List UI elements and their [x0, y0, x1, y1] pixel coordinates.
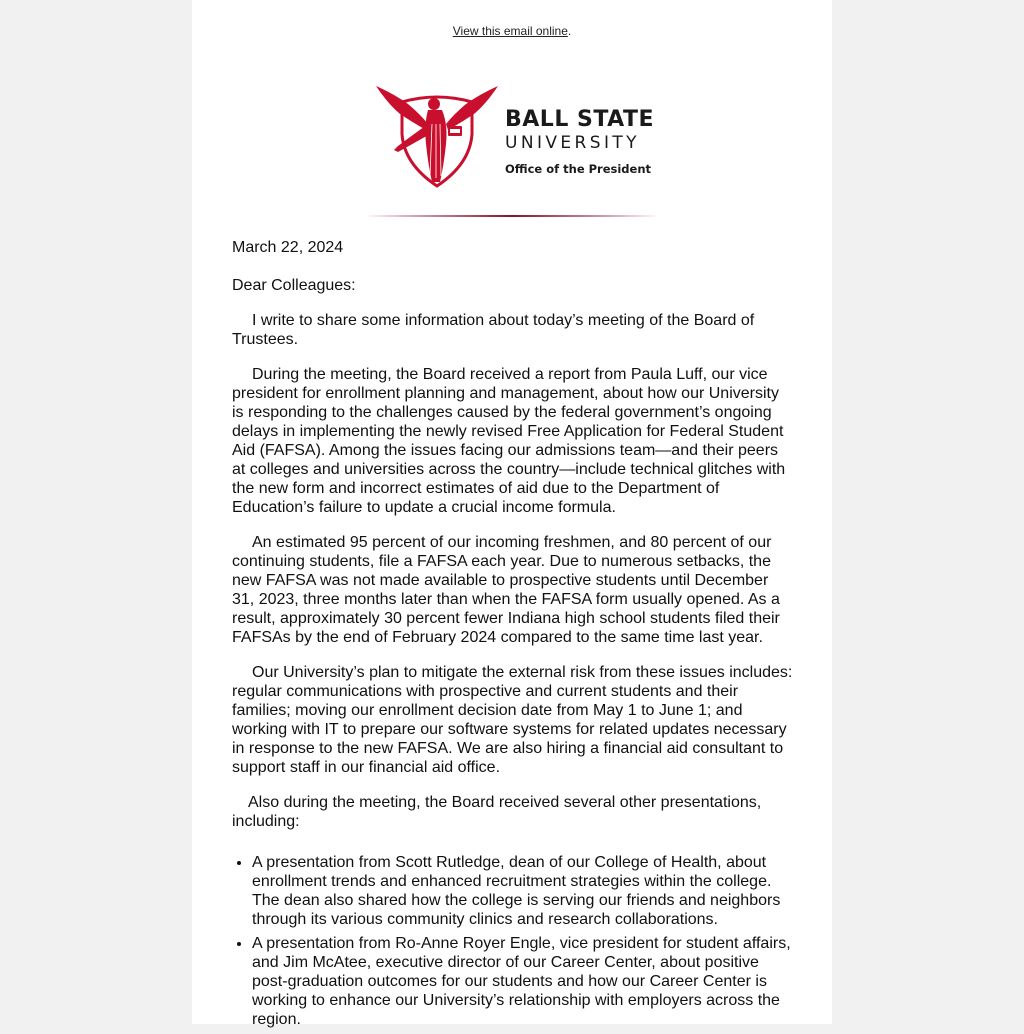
paragraph-mitigation-plan: Our University’s plan to mitigate the external risk from these issues includes: regular communications with prospective and current students and their families; moving our enrollment decision date from May 1 to June 1; and working with IT to prepare our software systems for related updates necessary in response to the new FAFSA. We are also hiring a financial aid consultant to support staff in our financial aid office. [232, 664, 793, 776]
list-item: • A presentation from Scott Rutledge, dean of our College of Health, about enrollment trends and enhanced recruitment strategies within the college. The dean also shared how the college is serving our friends and neighbors through its various community clinics and research collaborations. [252, 853, 794, 929]
logo-office-of-president: Office of the President [505, 162, 652, 176]
letter-content [232, 238, 794, 1034]
header-divider [364, 215, 660, 217]
list-item: • A presentation from Ro-Anne Royer Engle, vice president for student affairs, and Jim McAtee, executive director of our Career Center, about positive post-graduation outcomes for our students and how our Career Center is working to enhance our University’s relationship with employers across the region. [252, 934, 794, 1029]
letter-date: March 22, 2024 [232, 239, 344, 256]
cardinal-shield-icon [374, 84, 500, 188]
paragraph-fafsa-statistics: An estimated 95 percent of our incoming freshmen, and 80 percent of our continuing students, file a FAFSA each year. Due to numerous setbacks, the new FAFSA was not made available to prospective students until December 31, 2023, three months later than when the FAFSA form usually opened. As a result, approximately 30 percent fewer Indiana high school students filed their FAFSAs by the end of February 2024 compared to the same time last year. [232, 534, 780, 646]
email-body [192, 0, 832, 1028]
view-online-bar [192, 24, 832, 38]
presentations-list [232, 853, 794, 1029]
paragraph-other-presentations: Also during the meeting, the Board received several other presentations, including: [232, 794, 762, 830]
view-email-online-link[interactable]: View this email online [452, 24, 568, 38]
letter-salutation: Dear Colleagues: [232, 277, 356, 294]
logo-wordmark [505, 108, 654, 176]
logo-university: UNIVERSITY [505, 133, 640, 153]
ball-state-logo [374, 84, 664, 190]
logo-ball-state: BALL STATE [505, 107, 654, 132]
paragraph-fafsa-report: During the meeting, the Board received a report from Paula Luff, our vice president for enrollment planning and management, about how our University is responding to the challenges caused by the federal government’s ongoing delays in implementing the newly revised Free Application for Federal Student Aid (FAFSA). Among the issues facing our admissions team—and their peers at colleges and universities across the country—include technical glitches with the new form and incorrect estimates of aid due to the Department of Education’s failure to update a crucial income formula. [232, 366, 786, 516]
view-online-suffix: . [567, 24, 572, 38]
paragraph-intro: I write to share some information about today’s meeting of the Board of Trustees. [232, 312, 755, 348]
